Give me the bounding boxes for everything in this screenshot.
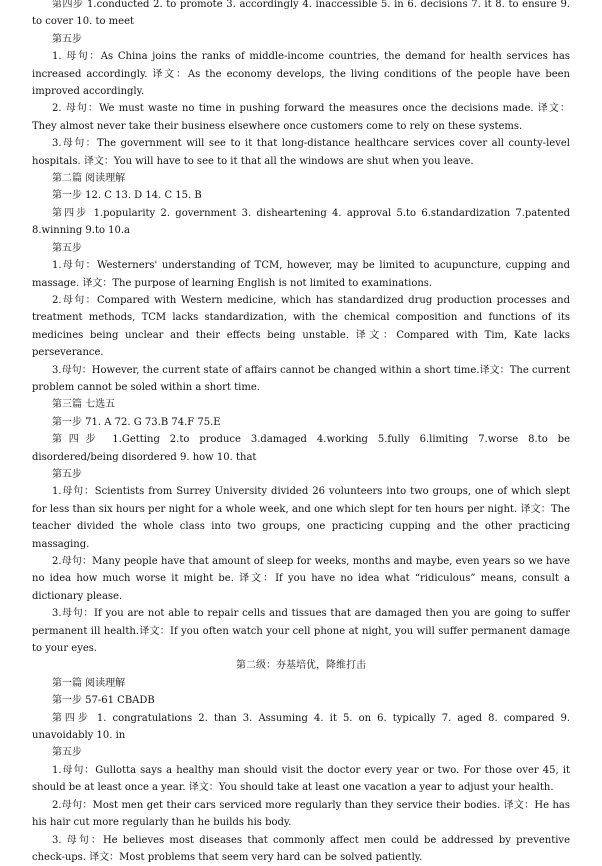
section-heading: 第五步 [32,744,570,761]
text-line: 3.母句：However, the current state of affairs cannot be changed within a short time.译文：The current problem cannot be soled within a short time. [32,362,570,397]
text-line: 1.母句：Gullotta says a healthy man should visit the doctor every year or two. For those over 45, it should be at least once a year. 译文：You should take at least one vacation a year to adjust your health. [32,762,570,797]
section-heading: 第一篇 阅读理解 [32,675,570,692]
level-title: 第二级：夯基培优，降维打击 [32,657,570,674]
section-heading: 第三篇 七选五 [32,396,570,413]
text-line: 第一步 12. C 13. D 14. C 15. B [32,187,570,204]
text-line: 1. 母句：As China joins the ranks of middle-income countries, the demand for health services has increased accordingly. 译文：As the economy develops, the living conditions of the people have been improved accordingly. [32,48,570,100]
section-heading: 第二篇 阅读理解 [32,170,570,187]
text-line: 2. 母句：We must waste no time in pushing forward the measures once the decisions made. 译文：They almost never take their business elsewhere once customers come to rely on these systems. [32,100,570,135]
text-line: 第一步 57-61 CBADB [32,692,570,709]
text-line: 3.母句：If you are not able to repair cells and tissues that are damaged then you are going to suffer permanent ill health.译文：If you often watch your cell phone at night, you will suffer permanent damage to your eyes. [32,605,570,657]
text-line: 2.母句：Many people have that amount of sleep for weeks, months and maybe, even years so we have no idea how much worse it might be. 译文：If you have no idea what “ridiculous” means, consult a dictionary please. [32,553,570,605]
text-line: 2.母句：Most men get their cars serviced more regularly than they service their bodies. 译文：He has his hair cut more regularly than he builds his body. [32,797,570,832]
text-line: 第四步 1.popularity 2. government 3. disheartening 4. approval 5.to 6.standardization 7.patented 8.winning 9.to 10.a [32,205,570,240]
text-line: 3. 母句：He believes most diseases that commonly affect men could be addressed by preventive check-ups. 译文：Most problems that seem very hard can be solved patiently. [32,832,570,866]
text-line: 1.母句：Scientists from Surrey University divided 26 volunteers into two groups, one of which slept for less than six hours per night for a whole week, and one which slept for ten hours per night. 译文：The teacher divided the whole class into two groups, one practicing cupping and the other practicing massaging. [32,483,570,553]
text-line: 第四步 1.conducted 2. to promote 3. accordingly 4. inaccessible 5. in 6. decisions 7. it 8. to ensure 9. to cover 10. to meet [32,0,570,31]
section-heading: 第五步 [32,31,570,48]
text-line: 第四步 1. congratulations 2. than 3. Assuming 4. it 5. on 6. typically 7. aged 8. compared 9. unavoidably 10. in [32,710,570,745]
text-line: 2.母句：Compared with Western medicine, which has standardized drug production processes and treatment methods, TCM lacks standardization, with the chemical composition and functions of its medicines being unclear and their effects being unstable. 译文：Compared with Tim, Kate lacks perseverance. [32,292,570,362]
section-heading: 第五步 [32,240,570,257]
text-line: 1.母句：Westerners' understanding of TCM, however, may be limited to acupuncture, cupping and massage. 译文：The purpose of learning English is not limited to examinations. [32,257,570,292]
text-line: 3.母句：The government will see to it that long-distance healthcare services cover all county-level hospitals. 译文：You will have to see to it that all the windows are shut when you leave. [32,135,570,170]
section-heading: 第五步 [32,466,570,483]
text-line: 第四步 1.Getting 2.to produce 3.damaged 4.working 5.fully 6.limiting 7.worse 8.to be disordered/being disordered 9. how 10. that [32,431,570,466]
text-line: 第一步 71. A 72. G 73.B 74.F 75.E [32,414,570,431]
